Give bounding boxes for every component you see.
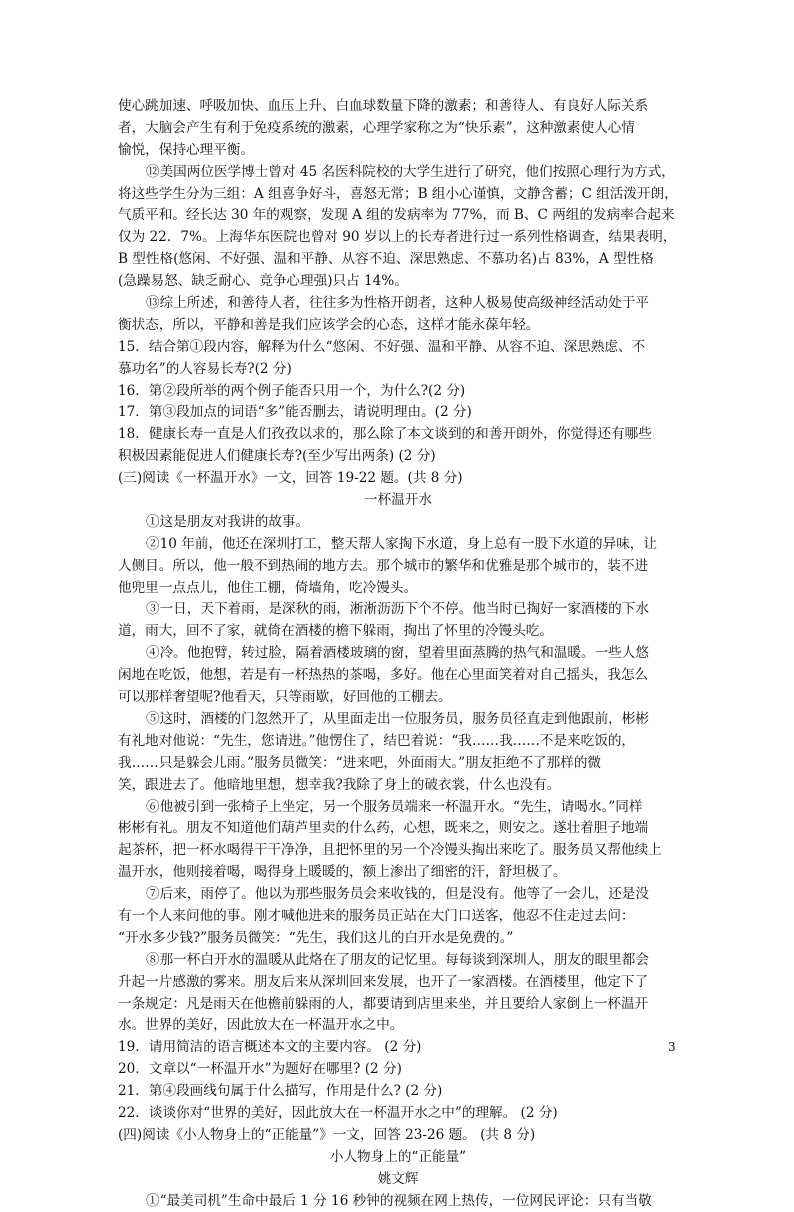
- text-line: 22．谈谈你对“世界的美好，因此放大在一杯温开水之中”的理解。 (2 分): [118, 1104, 558, 1121]
- text-line: 水。世界的美好，因此放大在一杯温开水之中。: [118, 1017, 404, 1034]
- text-line: 他兜里一点点儿，他住工棚，倚墙角，吃冷馒头。: [118, 579, 418, 596]
- text-line: 衡状态，所以，平静和善是我们应该学会的心态，这样才能永葆年轻。: [118, 316, 540, 333]
- text-line: 道，雨大，回不了家，就倚在酒楼的檐下躲雨，掏出了怀里的冷馒头吃。: [118, 623, 553, 640]
- text-line: B 型性格(悠闲、不好强、温和平静、从容不迫、深思熟虑、不慕功名)占 83%，A 型性格: [118, 251, 654, 268]
- text-line: 气质平和。经长达 30 年的观察，发现 A 组的发病率为 77%，而 B、C 两组的发病率合起来: [118, 207, 675, 224]
- text-line: 15．结合第①段内容，解释为什么“悠闲、不好强、温和平静、从容不迫、深思熟虑、不: [118, 338, 646, 355]
- text-line: 有礼地对他说：“先生，您请进。”他愣住了，结巴着说：“我……我……不是来吃饭的，: [118, 732, 636, 749]
- text-line: ⑦后来，雨停了。他以为那些服务员会来收钱的，但是没有。他等了一会儿，还是没: [146, 886, 649, 903]
- text-line: 使心跳加速、呼吸加快、血压上升、白血球数量下降的激素；和善待人、有良好人际关系: [118, 98, 649, 114]
- text-line: ②10 年前，他还在深圳打工，整天帮人家掏下水道，身上总有一股下水道的异味，让: [146, 535, 657, 552]
- text-line: ①“最美司机”生命中最后 1 分 16 秒钟的视频在网上热传，一位网民评论：只有当敬: [146, 1192, 652, 1209]
- text-line: ④冷。他抱臂，转过脸，隔着酒楼玻璃的窗，望着里面蒸腾的热气和温暖。一些人悠: [146, 645, 649, 662]
- text-line: 起茶杯，把一杯水喝得干干净净，且把怀里的另一个冷馒头掏出来吃了。服务员又帮他续上: [118, 842, 662, 859]
- text-line: “开水多少钱?”服务员微笑：“先生，我们这儿的白开水是免费的。”: [118, 929, 514, 946]
- text-line: 18．健康长寿一直是人们孜孜以求的，那么除了本文谈到的和善开朗外，你觉得还有哪些: [118, 426, 652, 443]
- text-line: 21．第④段画线句属于什么描写，作用是什么? (2 分): [118, 1083, 443, 1100]
- text-line: ⑬综上所述，和善待人者，往往多为性格开朗者，这种人极易使高级神经活动处于平: [146, 295, 649, 312]
- text-line: 20．文章以“一杯温开水”为题好在哪里? (2 分): [118, 1061, 402, 1078]
- text-line: 一条规定：凡是雨天在他檐前躲雨的人，都要请到店里来坐，并且要给人家倒上一杯温开: [118, 995, 649, 1012]
- text-line: (急躁易怒、缺乏耐心、竞争心理强)只占 14%。: [118, 273, 408, 290]
- text-line: 可以那样奢望呢?他看天，只等雨歇，好回他的工棚去。: [118, 689, 452, 706]
- text-line: ③一日，天下着雨，是深秋的雨，淅淅沥沥下个不停。他当时已掏好一家酒楼的下水: [146, 601, 649, 618]
- text-line: 一杯温开水: [364, 492, 432, 509]
- text-line: 19．请用简洁的语言概述本文的主要内容。 (2 分): [118, 1039, 422, 1056]
- text-line: 有一个人来问他的事。刚才喊他进来的服务员正站在大门口送客，他忍不住走过去问：: [118, 907, 635, 924]
- text-line: 人侧目。所以，他一般不到热闹的地方去。那个城市的繁华和优雅是那个城市的，装不进: [118, 557, 649, 574]
- text-line: ①这是朋友对我讲的故事。: [146, 513, 310, 530]
- text-line: (四)阅读《小人物身上的“正能量”》一文，回答 23-26 题。 (共 8 分): [118, 1126, 536, 1143]
- text-line: ⑥他被引到一张椅子上坐定，另一个服务员端来一杯温开水。“先生，请喝水。”同样: [146, 798, 643, 815]
- text-line: 我……只是躲会儿雨。”服务员微笑：“进来吧，外面雨大。”朋友拒绝不了那样的微: [118, 754, 602, 771]
- text-line: 将这些学生分为三组：A 组喜争好斗，喜怒无常；B 组小心谨慎，文静含蓄；C 组活泼开朗，: [118, 185, 678, 202]
- text-line: 17．第③段加点的词语“多”能否删去，请说明理由。(2 分): [118, 404, 472, 421]
- text-line: 16．第②段所举的两个例子能否只用一个，为什么?(2 分): [118, 382, 466, 399]
- text-line: ⑤这时，酒楼的门忽然开了，从里面走出一位服务员，服务员径直走到他跟前，彬彬: [146, 710, 649, 727]
- text-line: 彬彬有礼。朋友不知道他们葫芦里卖的什么药，心想，既来之，则安之。遂壮着胆子地端: [118, 820, 649, 837]
- text-line: 笑，跟进去了。他暗地里想，想幸我?我除了身上的破衣裳，什么也没有。: [118, 776, 561, 793]
- text-line: 温开水，他则接着喝，喝得身上暖暖的，额上渗出了细密的汗，舒坦极了。: [118, 864, 567, 881]
- text-line: 者，大脑会产生有利于免疫系统的激素，心理学家称之为“快乐素”，这种激素使人心情: [118, 119, 635, 136]
- document-body: [118, 96, 678, 1212]
- text-line: 慕功名”的人容易长寿?(2 分): [118, 360, 292, 377]
- text-line: 升起一片感激的雾来。朋友后来从深圳回来发展，也开了一家酒楼。在酒楼里，他定下了: [118, 973, 649, 990]
- text-line: 仅为 22．7%。上海华东医院也曾对 90 岁以上的长寿者进行过一系列性格调查，结果表明，: [118, 229, 677, 246]
- page-number: 3: [668, 1040, 676, 1054]
- text-line: 积极因素能促进人们健康长寿?(至少写出两条) (2 分): [118, 448, 436, 465]
- text-line: ⑧那一杯白开水的温暖从此烙在了朋友的记忆里。每每谈到深圳人，朋友的眼里都会: [146, 951, 649, 968]
- text-line: 姚文辉: [377, 1170, 419, 1187]
- text-line: ⑫美国两位医学博士曾对 45 名医科院校的大学生进行了研究，他们按照心理行为方式，: [146, 163, 675, 180]
- text-line: 愉悦，保持心理平衡。: [118, 141, 254, 158]
- text-line: 小人物身上的“正能量”: [329, 1148, 467, 1165]
- text-line: 闲地在吃饭，他想，若是有一杯热热的茶喝，多好。他在心里面笑着对自己摇头，我怎么: [118, 667, 649, 684]
- text-line: (三)阅读《一杯温开水》一文，回答 19-22 题。(共 8 分): [118, 470, 463, 487]
